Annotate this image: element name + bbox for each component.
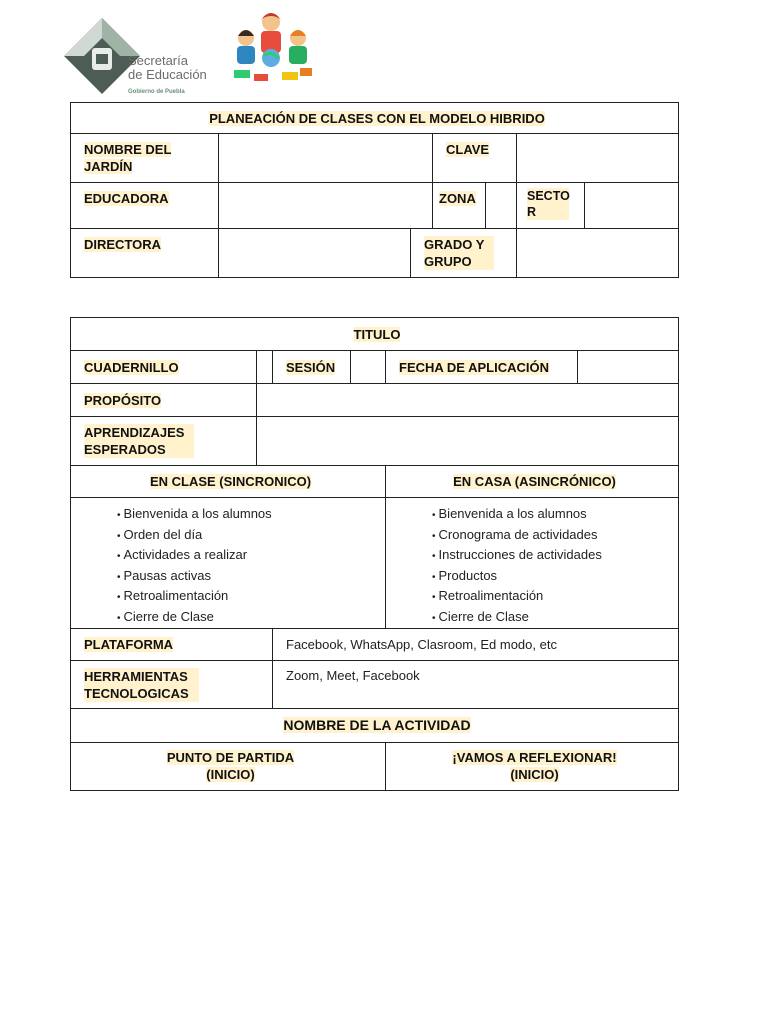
general-info-table	[70, 102, 679, 278]
sesion-label-cell	[273, 351, 351, 384]
nombre-jardin-label-cell	[71, 134, 219, 183]
cuadernillo-label-cell	[71, 351, 257, 384]
herramientas-label: HERRAMIENTAS TECNOLOGICAS	[84, 668, 199, 702]
secretaria-educacion-logo	[62, 16, 222, 100]
nombre-jardin-label: NOMBRE DEL JARDÍN	[84, 142, 172, 174]
list-item: • Pausas activas	[117, 567, 377, 588]
nombre-jardin-field[interactable]	[219, 134, 433, 183]
list-item: • Instrucciones de actividades	[432, 546, 670, 567]
en-casa-header	[386, 466, 679, 498]
plataforma-label: PLATAFORMA	[84, 637, 174, 652]
reflexionar-label: ¡VAMOS A REFLEXIONAR!	[452, 750, 617, 765]
aprendizajes-label: APRENDIZAJES ESPERADOS	[84, 424, 194, 458]
planning-title-cell	[71, 103, 679, 134]
plataforma-label-cell	[71, 629, 273, 661]
en-clase-list-cell	[71, 498, 386, 629]
nombre-actividad-label: NOMBRE DE LA ACTIVIDAD	[283, 717, 471, 733]
clave-label: CLAVE	[446, 142, 490, 157]
punto-partida-label: PUNTO DE PARTIDA	[166, 750, 295, 765]
en-clase-header	[71, 466, 386, 498]
herramientas-label-cell	[71, 661, 273, 709]
fecha-field[interactable]	[578, 351, 679, 384]
titulo-label: TITULO	[353, 326, 401, 342]
en-casa-list-cell	[386, 498, 679, 629]
list-item: • Orden del día	[117, 526, 377, 547]
fecha-label-cell	[386, 351, 578, 384]
sector-label-cell	[517, 183, 585, 229]
directora-label: DIRECTORA	[84, 237, 162, 252]
herramientas-value: Zoom, Meet, Facebook	[286, 668, 420, 683]
children-reading-illustration	[226, 8, 316, 86]
en-casa-list	[432, 505, 670, 628]
zona-label: ZONA	[439, 191, 476, 206]
aprendizajes-label-cell	[71, 417, 257, 466]
cuadernillo-label: CUADERNILLO	[84, 359, 179, 375]
zona-field[interactable]	[486, 183, 517, 229]
sector-label: SECTO R	[527, 189, 570, 219]
titulo-cell	[71, 318, 679, 351]
directora-field[interactable]	[219, 229, 411, 278]
logo-text: Secretaría de Educación	[128, 53, 207, 82]
sector-field[interactable]	[585, 183, 679, 229]
punto-partida-inicio: (INICIO)	[206, 767, 255, 782]
clave-field[interactable]	[517, 134, 679, 183]
list-item: • Productos	[432, 567, 670, 588]
grado-grupo-label: GRADO Y GRUPO	[424, 236, 494, 270]
list-item: • Actividades a realizar	[117, 546, 377, 567]
class-plan-table	[70, 317, 679, 791]
planning-title: PLANEACIÓN DE CLASES CON EL MODELO HIBRIDO	[209, 110, 545, 126]
zona-label-cell	[433, 183, 486, 229]
logo-subtitle: Gobierno de Puebla	[128, 89, 185, 95]
reflexionar-inicio: (INICIO)	[510, 767, 559, 782]
list-item: • Retroalimentación	[432, 587, 670, 608]
educadora-label: EDUCADORA	[84, 191, 169, 206]
list-item: • Cierre de Clase	[432, 608, 670, 629]
list-item: • Cronograma de actividades	[432, 526, 670, 547]
list-item: • Bienvenida a los alumnos	[117, 505, 377, 526]
list-item: • Cierre de Clase	[117, 608, 377, 629]
en-clase-list	[117, 505, 377, 628]
herramientas-value-cell[interactable]	[273, 661, 679, 709]
sesion-field[interactable]	[351, 351, 386, 384]
proposito-label-cell	[71, 384, 257, 417]
directora-label-cell	[71, 229, 219, 278]
plataforma-value: Facebook, WhatsApp, Clasroom, Ed modo, etc	[286, 637, 557, 652]
sesion-label: SESIÓN	[286, 359, 336, 375]
en-clase-label: EN CLASE (SINCRONICO)	[149, 474, 312, 489]
punto-partida-cell	[71, 743, 386, 791]
aprendizajes-field[interactable]	[257, 417, 679, 466]
proposito-label: PROPÓSITO	[84, 392, 162, 408]
grado-grupo-field[interactable]	[517, 229, 679, 278]
plataforma-value-cell[interactable]	[273, 629, 679, 661]
educadora-label-cell	[71, 183, 219, 229]
nombre-actividad-cell	[71, 709, 679, 743]
clave-label-cell	[433, 134, 517, 183]
fecha-aplicacion-label: FECHA DE APLICACIÓN	[399, 359, 549, 375]
en-casa-label: EN CASA (ASINCRÓNICO)	[453, 474, 616, 489]
cuadernillo-field[interactable]	[257, 351, 273, 384]
reflexionar-cell	[386, 743, 679, 791]
list-item: • Retroalimentación	[117, 587, 377, 608]
educadora-field[interactable]	[219, 183, 433, 229]
list-item: • Bienvenida a los alumnos	[432, 505, 670, 526]
grado-grupo-label-cell	[411, 229, 517, 278]
proposito-field[interactable]	[257, 384, 679, 417]
